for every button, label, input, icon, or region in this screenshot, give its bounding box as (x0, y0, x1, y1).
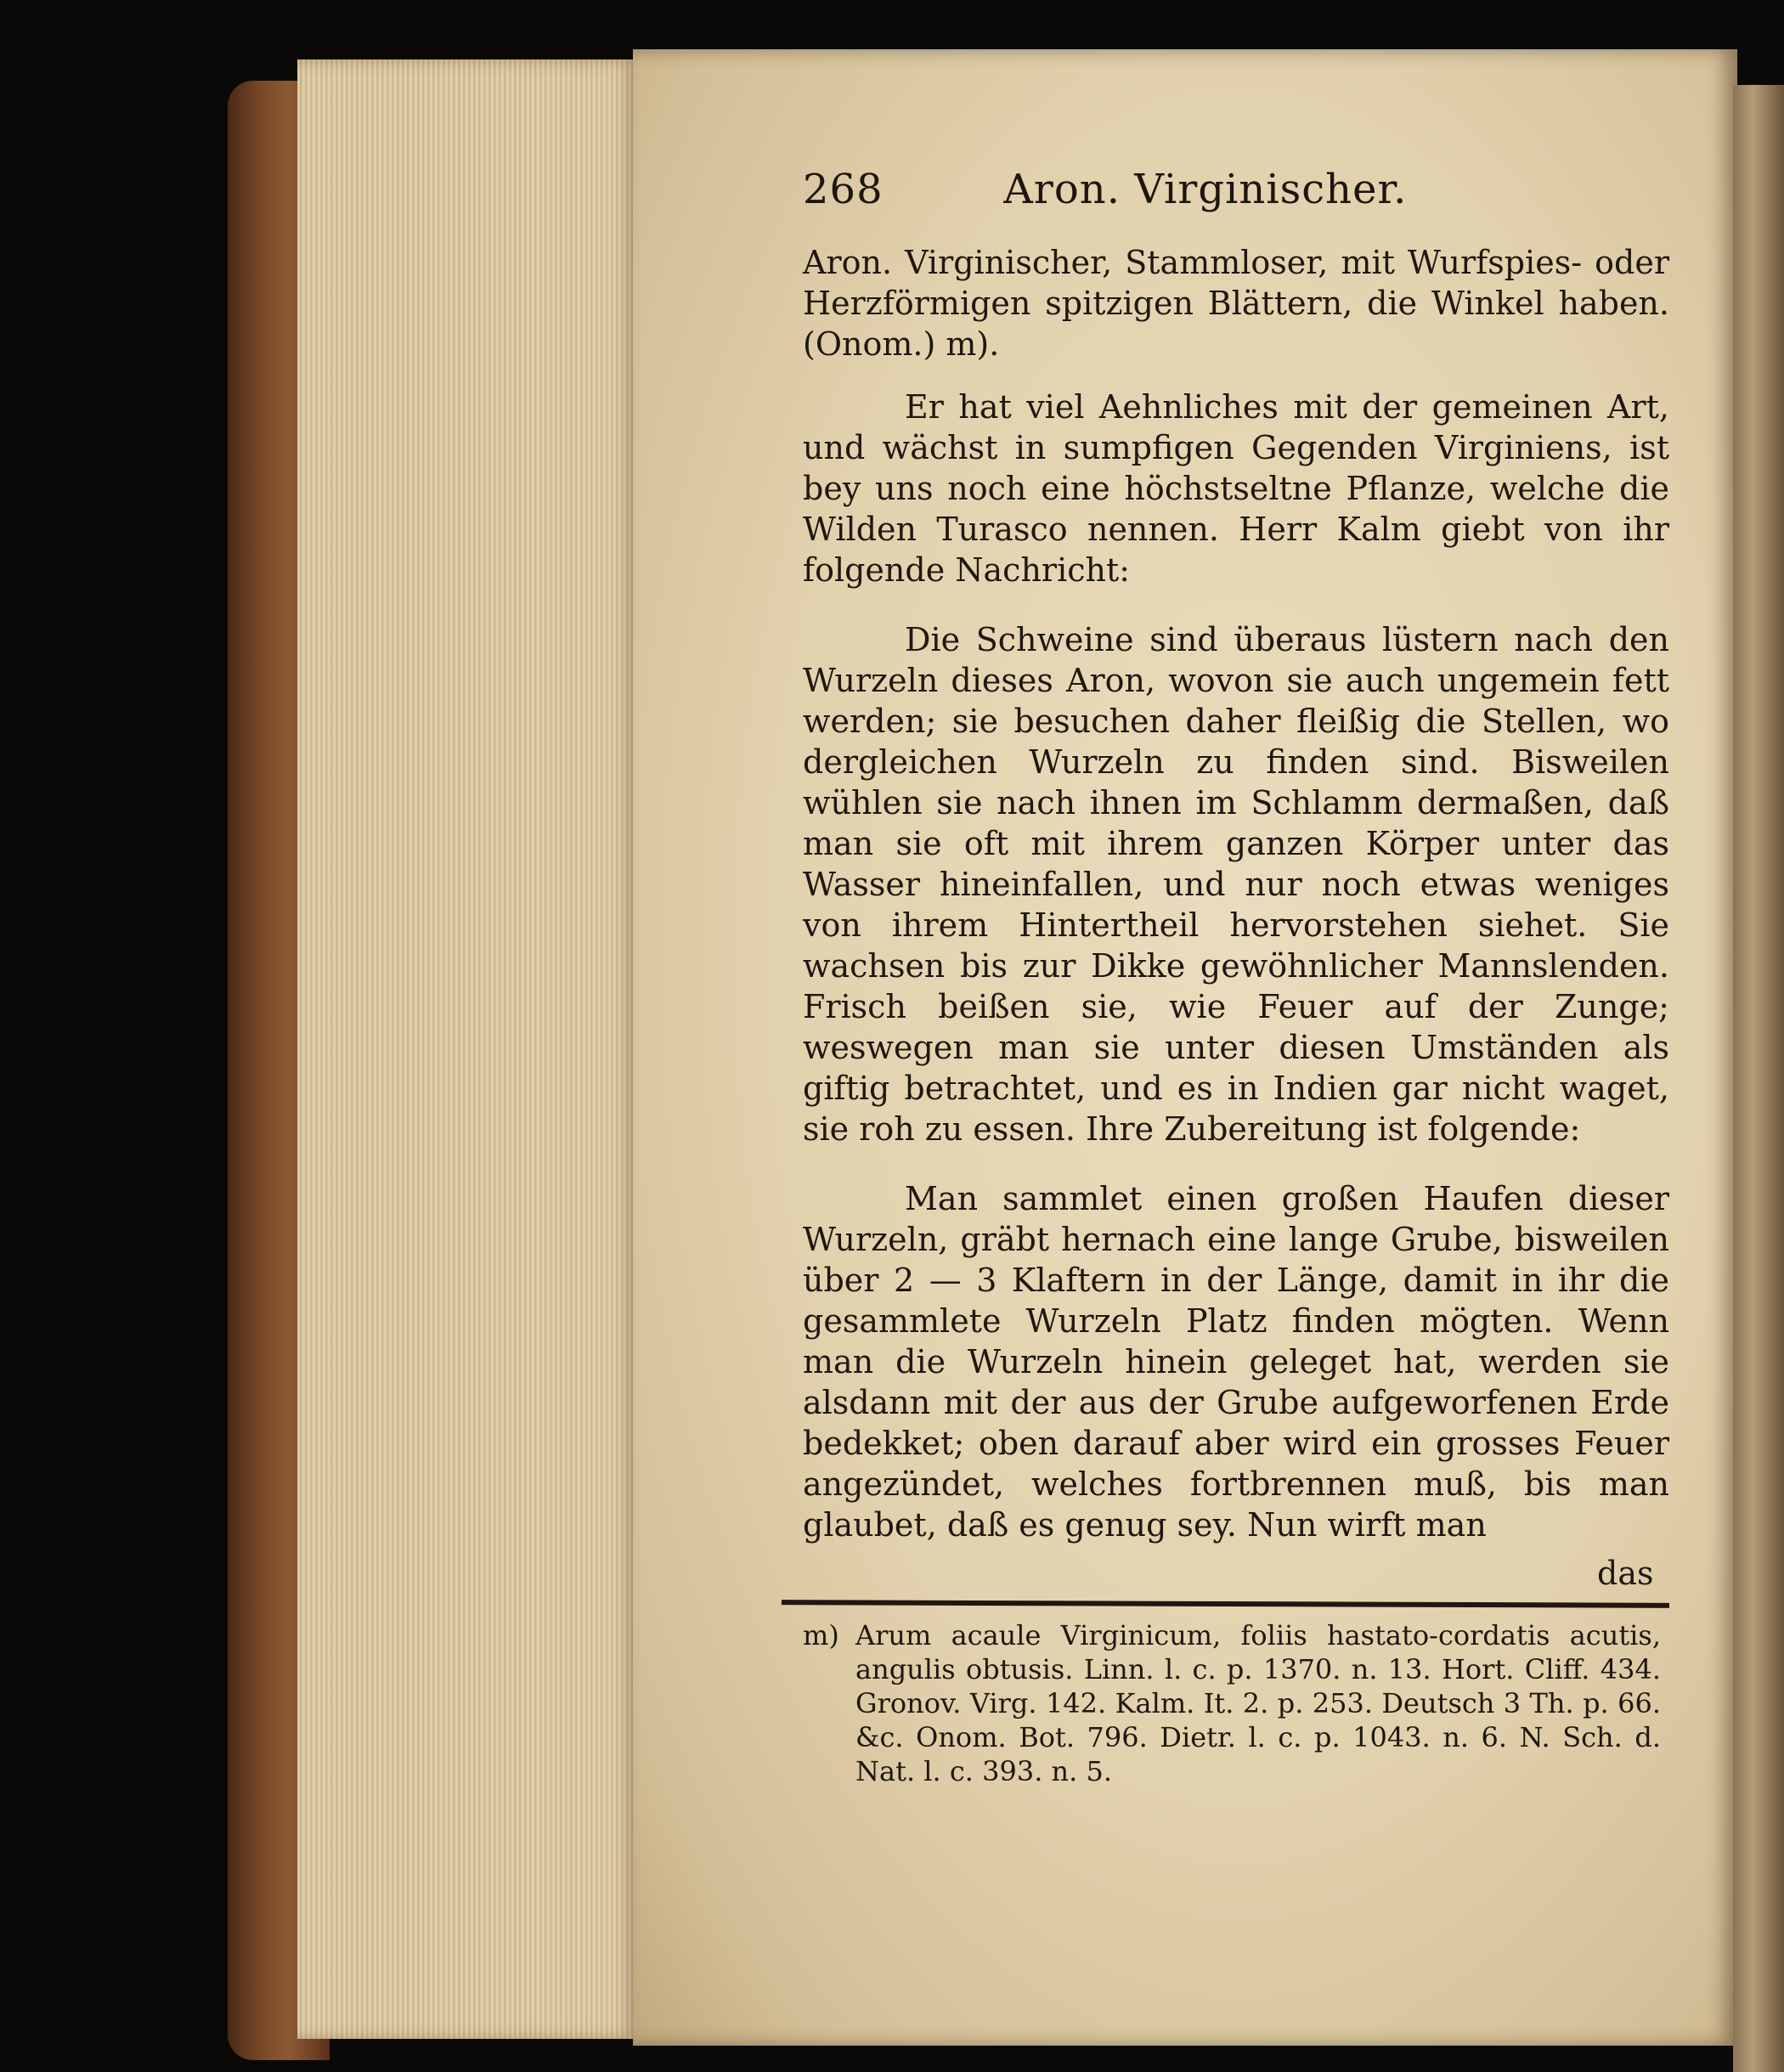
catchword: das (1597, 1555, 1654, 1592)
paragraph-1: Er hat viel Aehnliches mit der gemeinen Art, und wächst in sumpfigen Gegenden Virginiens, ist bey uns noch eine höchstseltne Pflanze, welche die Wilden Turasco nennen. Herr Kalm giebt von ihr folgende Nachricht: (803, 388, 1669, 589)
footnote (803, 1618, 1661, 1788)
footnote-label: m) (803, 1619, 839, 1651)
facing-page-edge (1733, 85, 1784, 2072)
page-number: 268 (803, 166, 884, 213)
lemma-entry: Aron. Virginischer, Stammloser, mit Wurfspies- oder Herzförmigen spitzigen Blättern, die Winkel haben. (Onom.) m). (803, 244, 1669, 363)
body-text (803, 242, 1669, 1574)
running-title: Aron. Virginischer. (1003, 166, 1408, 213)
footnote-text: Arum acaule Virginicum, foliis hastato-cordatis acutis, angulis obtusis. Linn. l. c. p. 1370. n. 13. Hort. Cliff. 434. Gronov. Virg. 142. Kalm. It. 2. p. 253. Deutsch 3 Th. p. 66. &c. Onom. Bot. 796. Dietr. l. c. p. 1043. n. 6. N. Sch. d. Nat. l. c. 393. n. 5. (855, 1619, 1661, 1787)
running-head (803, 166, 1482, 213)
paragraph-2: Die Schweine sind überaus lüstern nach den Wurzeln dieses Aron, wovon sie auch ungemein fett werden; sie besuchen daher fleißig die Stellen, wo dergleichen Wurzeln zu finden sind. Bisweilen wühlen sie nach ihnen im Schlamm dermaßen, daß man sie oft mit ihrem ganzen Körper unter das Wasser hineinfallen, und nur noch etwas weniges von ihrem Hintertheil hervorstehen siehet. Sie wachsen bis zur Dikke gewöhnlicher Mannslenden. Frisch beißen sie, wie Feuer auf der Zunge; weswegen man sie unter diesen Umständen als giftig betrachtet, und es in Indien gar nicht waget, sie roh zu essen. Ihre Zubereitung ist folgende: (803, 621, 1669, 1148)
paragraph-3: Man sammlet einen großen Haufen dieser Wurzeln, gräbt hernach eine lange Grube, bisweilen über 2 — 3 Klaftern in der Länge, damit in ihr die gesammlete Wurzeln Platz finden mögten. Wenn man die Wurzeln hinein geleget hat, werden sie alsdann mit der aus der Grube aufgeworfenen Erde bedekket; oben darauf aber wird ein grosses Feuer angezündet, welches fortbrennen muß, bis man glaubet, daß es genug sey. Nun wirft man (803, 1180, 1669, 1544)
page-block-edges (297, 59, 637, 2039)
